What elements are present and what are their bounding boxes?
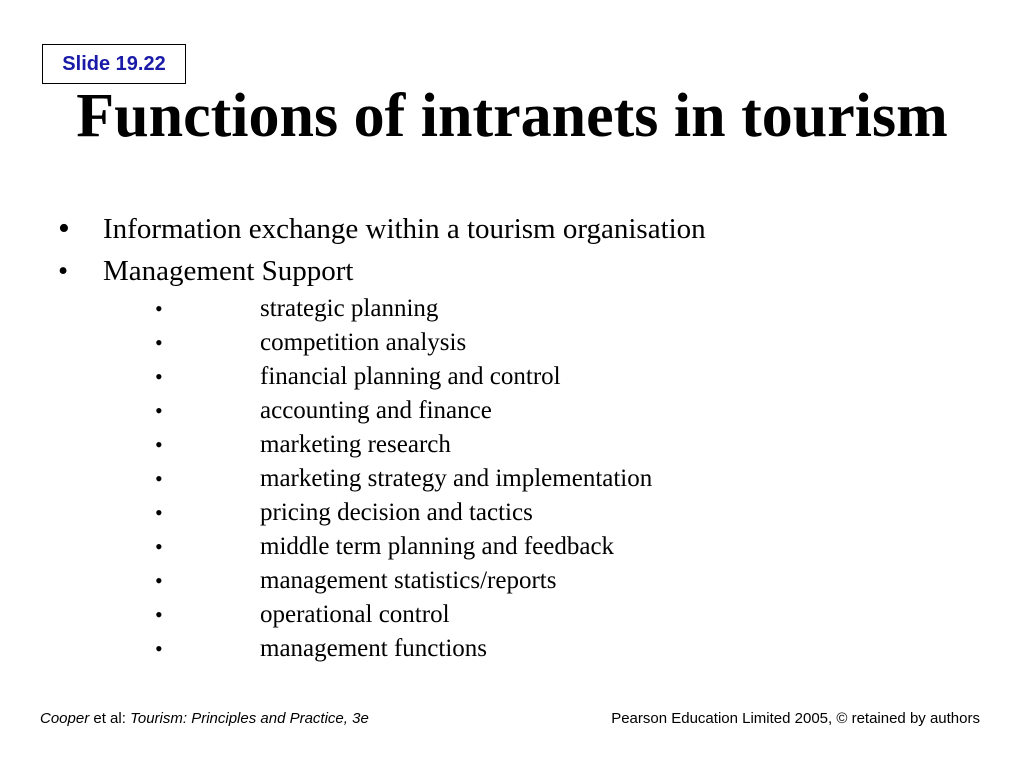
sub-bullet-text: management statistics/reports xyxy=(260,567,557,594)
sub-bullet-text: pricing decision and tactics xyxy=(260,499,533,526)
sub-bullet-text: marketing strategy and implementation xyxy=(260,465,653,492)
sub-bullet-marker: • xyxy=(155,534,163,559)
bullet-text: Information exchange within a tourism organisation xyxy=(103,213,706,245)
sub-bullet-marker: • xyxy=(155,296,163,321)
sub-bullet-text: management functions xyxy=(260,635,488,662)
sub-bullet-marker: • xyxy=(155,636,163,661)
bullet-marker: • xyxy=(58,210,70,247)
footer-book-title: Tourism: Principles and Practice, 3e xyxy=(130,710,369,727)
sub-bullet-marker: • xyxy=(155,330,163,355)
sub-bullet-marker: • xyxy=(155,364,163,389)
sub-bullet-text: competition analysis xyxy=(260,329,467,356)
sub-bullet-text: strategic planning xyxy=(260,295,439,322)
footer-citation xyxy=(40,710,369,727)
sub-bullet-text: operational control xyxy=(260,601,450,628)
sub-bullet-marker: • xyxy=(155,602,163,627)
sub-bullet-marker: • xyxy=(155,500,163,525)
sub-bullet-text: middle term planning and feedback xyxy=(260,533,615,560)
bullet-marker: • xyxy=(58,255,69,287)
sub-bullet-text: financial planning and control xyxy=(260,363,561,390)
sub-bullet-marker: • xyxy=(155,466,163,491)
sub-bullet-marker: • xyxy=(155,568,163,593)
sub-bullet-text: accounting and finance xyxy=(260,397,492,424)
sub-bullet-marker: • xyxy=(155,432,163,457)
footer-et-al: et al: xyxy=(89,710,131,727)
footer-author: Cooper xyxy=(40,710,90,727)
bullet-text: Management Support xyxy=(103,255,354,287)
sub-bullet-text: marketing research xyxy=(260,431,451,458)
sub-bullet-marker: • xyxy=(155,398,163,423)
slide-number-label: Slide 19.22 xyxy=(62,52,166,75)
slide-title: Functions of intranets in tourism xyxy=(76,82,948,150)
footer-copyright: Pearson Education Limited 2005, © retained by authors xyxy=(611,710,980,727)
